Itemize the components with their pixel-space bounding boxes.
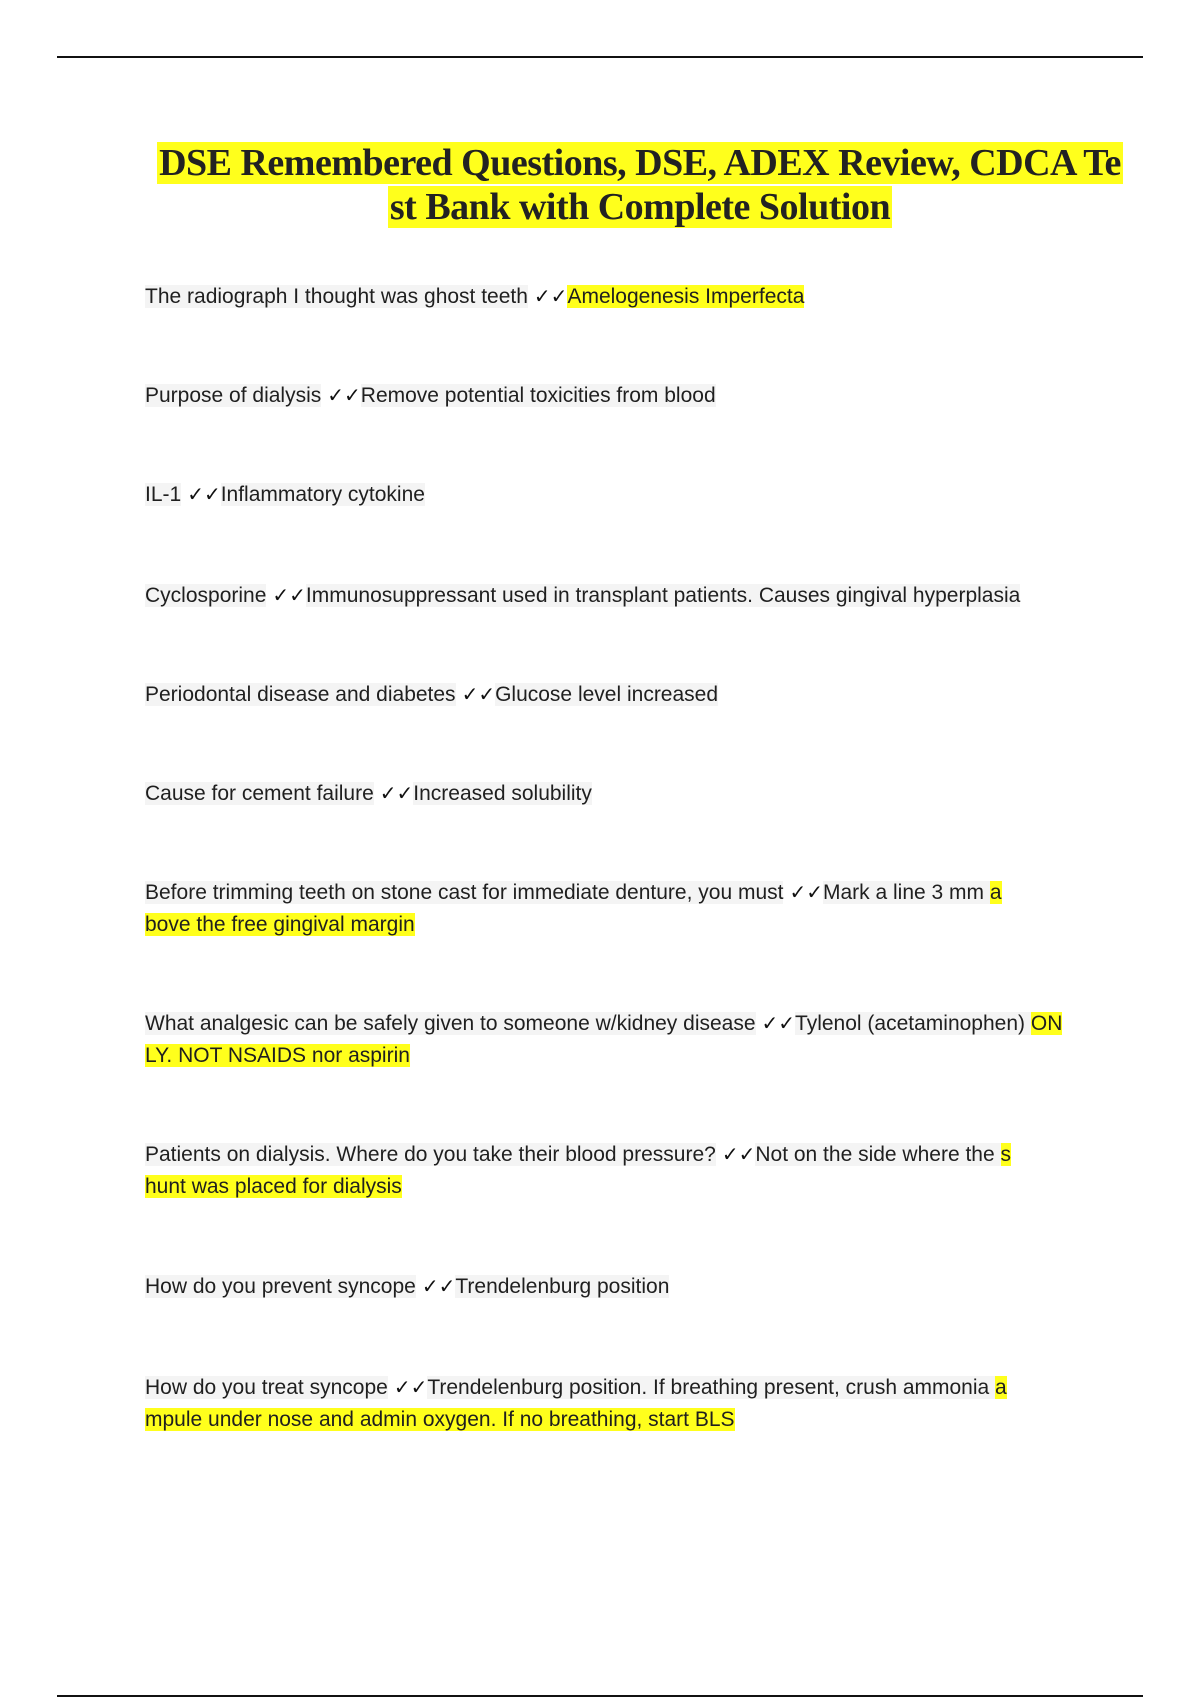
title-line-1: DSE Remembered Questions, DSE, ADEX Review, CDCA Te (159, 142, 1121, 184)
title-line-2: st Bank with Complete Solution (389, 186, 891, 228)
double-check-icon: ✓✓ (533, 284, 568, 308)
answer-text: Increased solubility (413, 782, 592, 805)
double-check-icon: ✓✓ (761, 1011, 796, 1035)
answer-highlight-continued: mpule under nose and admin oxygen. If no breathing, start BLS (145, 1408, 735, 1431)
answer-highlight: a (995, 1376, 1007, 1399)
question-text: How do you prevent syncope (145, 1275, 416, 1298)
answer-text: Trendelenburg position (455, 1275, 670, 1298)
qa-item (145, 1371, 1135, 1436)
question-text: Purpose of dialysis (145, 384, 322, 407)
double-check-icon: ✓✓ (327, 383, 361, 407)
double-check-icon: ✓✓ (379, 781, 414, 805)
double-check-icon: ✓✓ (461, 682, 496, 706)
double-check-icon: ✓✓ (272, 583, 306, 607)
answer-text: Inflammatory cytokine (220, 483, 425, 506)
answer-text: Remove potential toxicities from blood (360, 384, 716, 407)
qa-item (145, 1138, 1135, 1203)
double-check-icon: ✓✓ (789, 880, 823, 904)
answer-highlight-continued: bove the free gingival margin (145, 913, 415, 936)
double-check-icon: ✓✓ (393, 1375, 428, 1399)
double-check-icon: ✓✓ (187, 482, 221, 506)
question-text: Periodontal disease and diabetes (145, 683, 456, 706)
qa-item (145, 678, 1135, 711)
qa-item (145, 777, 1135, 810)
answer-text: Not on the side where the (755, 1143, 1001, 1166)
question-text: IL-1 (145, 483, 182, 506)
bottom-rule (57, 1695, 1143, 1697)
question-text: What analgesic can be safely given to someone w/kidney disease (145, 1012, 756, 1035)
document-title (150, 141, 1130, 229)
double-check-icon: ✓✓ (421, 1274, 456, 1298)
question-text: How do you treat syncope (145, 1376, 388, 1399)
answer-highlight: s (1000, 1143, 1011, 1166)
qa-item (145, 379, 1135, 412)
question-text: Before trimming teeth on stone cast for immediate denture, you must (145, 881, 784, 904)
qa-item (145, 280, 1135, 313)
answer-text: Glucose level increased (495, 683, 719, 706)
answer-highlight: ON (1030, 1012, 1063, 1035)
question-text: The radiograph I thought was ghost teeth (145, 285, 528, 308)
qa-item (145, 579, 1135, 612)
answer-highlight-continued: hunt was placed for dialysis (145, 1175, 402, 1198)
qa-item (145, 1007, 1135, 1072)
question-text: Cause for cement failure (145, 782, 374, 805)
qa-item (145, 478, 1135, 511)
question-text: Cyclosporine (145, 584, 267, 607)
qa-item (145, 1270, 1135, 1303)
double-check-icon: ✓✓ (721, 1142, 756, 1166)
top-rule (57, 56, 1143, 58)
answer-text: Immunosuppressant used in transplant patients. Causes gingival hyperplasia (305, 584, 1021, 607)
question-text: Patients on dialysis. Where do you take their blood pressure? (145, 1143, 716, 1166)
answer-highlight: a (989, 881, 1002, 904)
answer-text: Trendelenburg position. If breathing present, crush ammonia (427, 1376, 996, 1399)
answer-highlight: Amelogenesis Imperfecta (567, 285, 805, 308)
qa-item (145, 876, 1135, 941)
answer-text: Mark a line 3 mm (823, 881, 990, 904)
answer-highlight-continued: LY. NOT NSAIDS nor aspirin (145, 1044, 410, 1067)
answer-text: Tylenol (acetaminophen) (795, 1012, 1031, 1035)
